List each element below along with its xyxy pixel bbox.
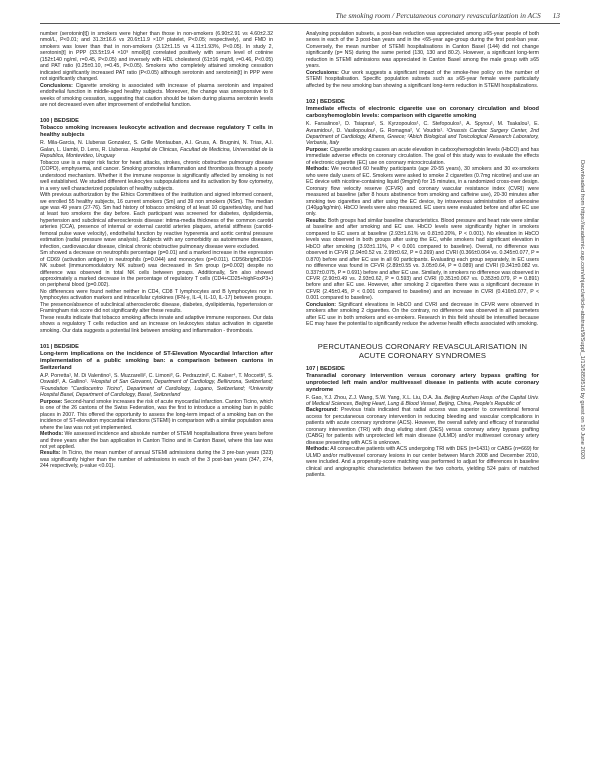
running-title: The smoking room / Percutaneous coronary revascularization in ACS <box>335 11 541 20</box>
methods-label: Methods: <box>306 166 330 173</box>
conclusion-label: Conclusion: <box>306 301 336 308</box>
section-heading <box>306 342 539 360</box>
conclusion-text: Significant elevations in HbCO and CVRI and decrease in CFVR were observed in smokers after smoking 2 cigarettes. On the contrary, no difference was observed in all parameters after EC use in both smokers and ex-smokers. Research in this field should be intensified because EC may have the potential to significantly reduce the adverse health effects associated with smoking. <box>306 301 539 328</box>
abstract-107 <box>306 366 539 479</box>
abstract-authors: F. Gao, Y.J. Zhou, Z.J. Wang, S.W. Yang, X.L. Liu, D.A. Jia. <box>306 394 443 401</box>
abstract-conclusion <box>306 302 539 328</box>
abstract-methods <box>40 431 273 450</box>
abstract-102 <box>306 99 539 328</box>
abstract-paragraph: No differences were found neither neither in CD4, CD8 T lymphocytes and B lymphocytes nor in lymphocytes activation markers and intracellular cytokines (IFN-γ, IL-4, IL-10, IL-17) between groups. <box>40 288 273 302</box>
conclusion-label: Conclusions: <box>40 82 73 89</box>
intro-conclusion <box>306 70 539 89</box>
abstract-title: Transradial coronary intervention versus coronary artery bypass grafting for unprotected left main and/or multivessel disease in patients with acute coronary syndrome <box>306 372 539 393</box>
results-label: Results: <box>40 450 61 457</box>
conclusion-label: Conclusions: <box>306 69 339 76</box>
conclusion-text: Cigarette smoking is associated with increase of plasma serotonin and impaired endothelial function in middle-aged healthy subjects. Moreover, the change was unresponsive to 8 weeks of smoking cessation, suggesting that caution should be taken during plasma serotonin levels are not decreased even after improvement of endothelial function. <box>40 82 273 108</box>
section-heading-line: PERCUTANEOUS CORONARY REVASCULARISATION IN <box>317 341 528 351</box>
download-watermark: Downloaded from https://academic.oup.com/ehjacc/article-abstract/9/Suppl_1/13/5859516 by guest on 10 June 2020 <box>579 160 585 460</box>
purpose-label: Purpose: <box>40 398 63 405</box>
abstract-methods <box>306 446 539 478</box>
abstract-paragraph: With previous authorization by the Ethics Committees of the institution and signed informed consent, we enrolled 55 healthy subjects, 16 current smokers (Sm) and 39 non smokers (NSm). The median age was 49 years (27-76). Sm had history of tobacco smoking of at least 10 cigarettes/day, and had at least two smokers the day before. Each participant was screened for diabetes, dyslipidemia, hypertension and subclinical atherosclerosis disease: intima-media thickness of the common carotid arteries (CCA), presence of internal or external carotid arteries plaques, arterial stiffness (carotid-femoral pulse wave velocity), endothelial function by reactive hyperemia and aortic central pressure estimation (radial pressure wave analysis). Subjects with any comorbidity as autoimmune diseases, infection, cardiovascular disease, clinical chronic obstructive pulmonary disease were excluded. <box>40 192 273 250</box>
methods-label: Methods: <box>40 431 64 438</box>
abstract-authors: K. Farsalinos¹, D. Tsiapras¹, S. Kyrzopoulos¹, C. Stefopoulos¹, A. Spyrou¹, M. Tsakalou¹, E. Avramidou¹, D. Vasilopoulou¹, G. Romagna², V. Voudris¹. <box>306 121 539 134</box>
abstract-byline <box>40 140 273 159</box>
conclusion-text: Our work suggests a significant impact of the smoke-free policy on the number of STEMI hospitalisation. Specific population subsets such as ≥65-year female were particularly affected by the new smoking ban showing a significant long-term reduction in STEMI hospitalizations. <box>306 69 539 89</box>
left-column <box>40 31 273 470</box>
running-header <box>40 11 560 23</box>
purpose-text: Cigarette smoking causes an acute elevation in carboxyhemoglobin levels (HbCO) and has immediate adverse effects on coronary circulation. The goal of this study was to evaluate the effects of electronic cigarette (EC) use on coronary microcirculation. <box>306 146 539 166</box>
header-rule <box>40 23 560 24</box>
abstract-100 <box>40 118 273 334</box>
results-text: Both groups had similar baseline characteristics. Blood pressure and heart rate were similar at baseline and after smoking and EC use. HbCO levels were significantly higher in smokers compared to EC users at baseline (2.93±1.61% vs 0.81±0.20%, P < 0.001). No elevation in HbCO levels was observed in both groups after using the EC, while smokers had significant elevation in HbCO after smoking (3.93±1.11%, P < 0.001 compared to baseline). Overall, no difference was observed in CFVR (2.94±0.52 vs. 2.99±0.62, P = 0.269) and CVRI (0.366±0.064 vs. 0.345±0.077, P = 0.870) before and after EC use in all 60 participants. Evaluating each group separately, in EC users no difference was found in CFVR (2.89±0.55 vs. 3.05±0.64, P = 0.089) and CVRI (0.341±0.082 vs. 0.337±0.075, P = 0.691) before and after EC use. Similarly, in smokers no difference was observed in CFVR (2.90±0.49 vs. 2.93±0.62, P = 0.593) and CVRI (0.351±0.067 vs. 0.353±0.079, P = 0.891) before and after EC use. However, after smoking 2 cigarettes there was a significant decrease in CFVR (2.45±0.45, P < 0.001 compared to baseline) and an increase in CVRI (0.416±0.077, P < 0.001 compared to baseline). <box>306 217 539 302</box>
abstract-101 <box>40 344 273 470</box>
abstract-title: Long-term implications on the incidence of ST-Elevation Myocardial Infarction after implementation of a public smoking ban: a comparison between cantons in Switzerland <box>40 351 273 372</box>
intro-paragraph: Analysing population subsets, a post-ban reduction was appreciated among ≥65-year people of both sexes in each of the 3 post-ban years and in the <65-year age-group during the first post-ban year. Conversely, the mean number of STEMI hospitalisations in Canton Basel (144) did not change significantly (p= NS) during the same period (130, 130 and 80.2). However, a significant long-term reduction in STEMI admissions was appreciated in Canton Basel among the male group with ≥65 years. <box>306 31 539 70</box>
abstract-methods <box>306 166 539 218</box>
abstract-results <box>306 218 539 302</box>
abstract-number: 107 | BEDSIDE <box>306 365 345 372</box>
background-text: Previous trials indicated that radial access was superior to conventional femoral access for percutaneous coronary intervention in reducing bleeding and vascular complications in patients with acute coronary syndrome (ACS). However, the overall safety and efficacy of transradial coronary intervention (TRI) with drug eluting stent (DES) versus coronary artery bypass grafting (CABG) for patients with unprotected left main disease (ULMD) and/or multivessel coronary artery disease presenting with ACS is unknown. <box>306 407 539 446</box>
abstract-authors: A.P. Porretta¹, M. Di Valentino¹, S. Muzzarelli², C. Limoni³, G. Pedrazzini², C. Kaiser⁴, T. Moccetti², S. Oswald², A. Gallino¹. <box>40 373 273 386</box>
abstract-authors: R. Mila-Garcia, N. Lluberas Gonzalez, S. Grille Montauban, A.I. Gruss, A. Brugnini, N. Trias, A.I. Galan, L. Uambi, D. Lens, R. Lluberas. <box>40 140 273 153</box>
abstract-byline <box>306 395 539 408</box>
methods-text: We recruited 60 healthy participants (age 20-55 years), 30 smokers and 30 ex-smokers who were daily users of EC. Smokers were asked to smoke 2 cigarettes (0.7mg nicotine) and use an EC device with nicotine-containing liquid (9mg/ml) for 15 minutes, in a randomized cross-over design. Coronary flow velocity reserve (CFVR) and coronary vascular resistance index (CVRI) were measured at baseline (after 8 hours abstinence from smoking and caffeine use), 20-30 minutes after smoking two cigarettes and after using the EC device, by intravenous administration of adenosine (140µg/kg/min). HbCO levels were also measured. EC users were evaluated before and after EC use only. <box>306 166 539 218</box>
abstract-title: Tobacco smoking increases leukocyte activation and decrease regulatory T cells in healthy subjects <box>40 125 273 139</box>
abstract-purpose <box>40 399 273 431</box>
abstract-number: 100 | BEDSIDE <box>40 118 79 125</box>
abstract-background <box>306 407 539 446</box>
abstract-results <box>40 450 273 469</box>
results-text: In Ticino, the mean number of annual STEMI admissions during the 3 pre-ban years (323) was significantly higher than the number of admissions in each of the 3 post-ban years (347, 274, 244 respectively, p-value <0.01). <box>40 450 273 470</box>
methods-text: All consecutive patients with ACS undergoing TRI with DES (n=1431) or CABG (n=669) for ULMD and/or multivessel coronary lesions in our center between March 2008 and December 2010, were included. And a propensity-score matching was performed to adjust for differences in baseline clinical and angiographic characteristics between the two cohorts, yielding 524 pairs of matched patients. <box>306 446 540 479</box>
methods-text: We assessed incidence and absolute number of STEMI hospitalisations three years before and three years after the ban application in Canton Ticino and in Canton Basel, where this law was not yet applied. <box>40 431 273 451</box>
section-heading-line: ACUTE CORONARY SYNDROMES <box>358 350 487 360</box>
abstract-paragraph: The presence/absence of subclinical atherosclerotic disease, diabetes, dyslipidemia, hypertension or Framingham risk score did not significantly alter these results. <box>40 301 273 315</box>
abstract-paragraph: Tobacco use is a major risk factor for heart attacks, strokes, chronic obstructive pulmonary disease (COPD), emphysema, and cancer. Smoking promotes inflammation and thrombosis through a poorly understood mechanism. Whether it the immune response is significantly affected by smoking is not well established. We studied different leukocytes subpopulations and its activation by flow cytometry, in a very well characterized population of healthy subjects. <box>40 159 273 192</box>
abstract-affiliation: ¹Hospital of San Giovanni, Department of Cardiology, Bellinzona, Switzerland; ²Foundation "Cardiocentro Ticino", Department of Cardiology, Lugano, Switzerland; ³University Hospital Basel, Department of Cardiology, Basel, Switzerland <box>40 379 274 399</box>
background-label: Background: <box>306 407 338 414</box>
abstract-byline <box>306 121 539 147</box>
purpose-text: Second-hand smoke increases the risk of acute myocardial infarction. Canton Ticino, which is one of the 26 cantons of the Swiss Federation, was the first to introduce a smoking ban in public places in 2007. This offered the opportunity to assess the long-term impact of a smoking ban on the incidence of ST-elevation myocardial infarctions (STEMI) in comparison with a similar population area where the law was not yet implemented. <box>40 398 273 431</box>
abstract-number: 101 | BEDSIDE <box>40 344 79 351</box>
abstract-title: Immediate effects of electronic cigarette use on coronary circulation and blood carboxyhemoglobin levels: comparison with cigarette smoking <box>306 106 539 120</box>
abstract-purpose <box>306 147 539 166</box>
intro-conclusion <box>40 83 273 109</box>
abstract-paragraph: These results indicate that tobacco smoking affects innate and adaptive immune responses. Our data shows a regulatory T cells reduction and an increase on leukocytes status activation in cigarette smoking. Our data suggests a potential link between smoking and inflammation - thrombosis. <box>40 314 273 334</box>
methods-label: Methods: <box>306 446 330 453</box>
abstract-byline <box>40 373 273 399</box>
right-column <box>306 31 539 478</box>
results-label: Results: <box>306 217 327 224</box>
page-number: 13 <box>552 11 560 20</box>
intro-paragraph: number (serotonin[t]) in smokers were higher than those in non-smokers (6.90±2.91 vs 4.60±2.32 nmol/L, P<0.01; and 31.3±16.6 vs 20.6±11.9 ×10⁹ platelet, P<0.05; respectively), and FMD in smokers was lower than that in non-smokers (3.12±1.15 vs 4.11±1.93%, P<0.05). In study 2, serotonin[t] in PPP (33.5±19.4 ×10⁹ nmol/[d] correlated positively with serum level of cotinine (152±140 ng/ml, r=0.45, P<0.05) and inversely with HDL cholesterol (61±16 mg/dl, r=0.46, P<0.05) and PAT ratio (0.25±0.10, r=0.45, P<0.05). Smokers who completely attained smoking cessation indicated significantly increased PAT ratio (P<0.05) although serotonin and serotonin[t] in PPP were not significantly changed. <box>40 31 273 83</box>
abstract-affiliation: Hospital de Clinicas, Facultad de Medicina, Universidad de la Republica, Montevideo, Uruguay <box>40 146 273 160</box>
abstract-affiliation: Beijing Anzhen Hosp. of the Capital Univ. of Medical Sciences, Beijing Heart, Lung & Blood Vessel, Beijing, China, People's Republic of <box>306 394 539 408</box>
abstract-number: 102 | BEDSIDE <box>306 99 345 106</box>
abstract-paragraph: Sm showed a decrease on neutrophils percentage (p=0.01) and a marked increase in the expression of CD69 (activation antigen) in neutrophils (p=0.044) and monocytes (p=0.011). CD56brightCD16- NK subset (immunomodulatory NK subset) was decreased in Sm group (p=0.002) despite no difference was observed in total NK cells between groups. Additionally, Sm also showed approximately a marked decrease in the percentage of regulatory T cells (CD4+CD25+highFoxP3+) on peripheral blood (p=0.002). <box>40 250 273 289</box>
purpose-label: Purpose: <box>306 146 329 153</box>
abstract-affiliation: ¹Onassis Cardiac Surgery Center, 2nd Department of Cardiology, Athens, Greece; ²Abich Biological and Toxicological Research Laboratory, Verbania, Italy <box>306 127 539 147</box>
